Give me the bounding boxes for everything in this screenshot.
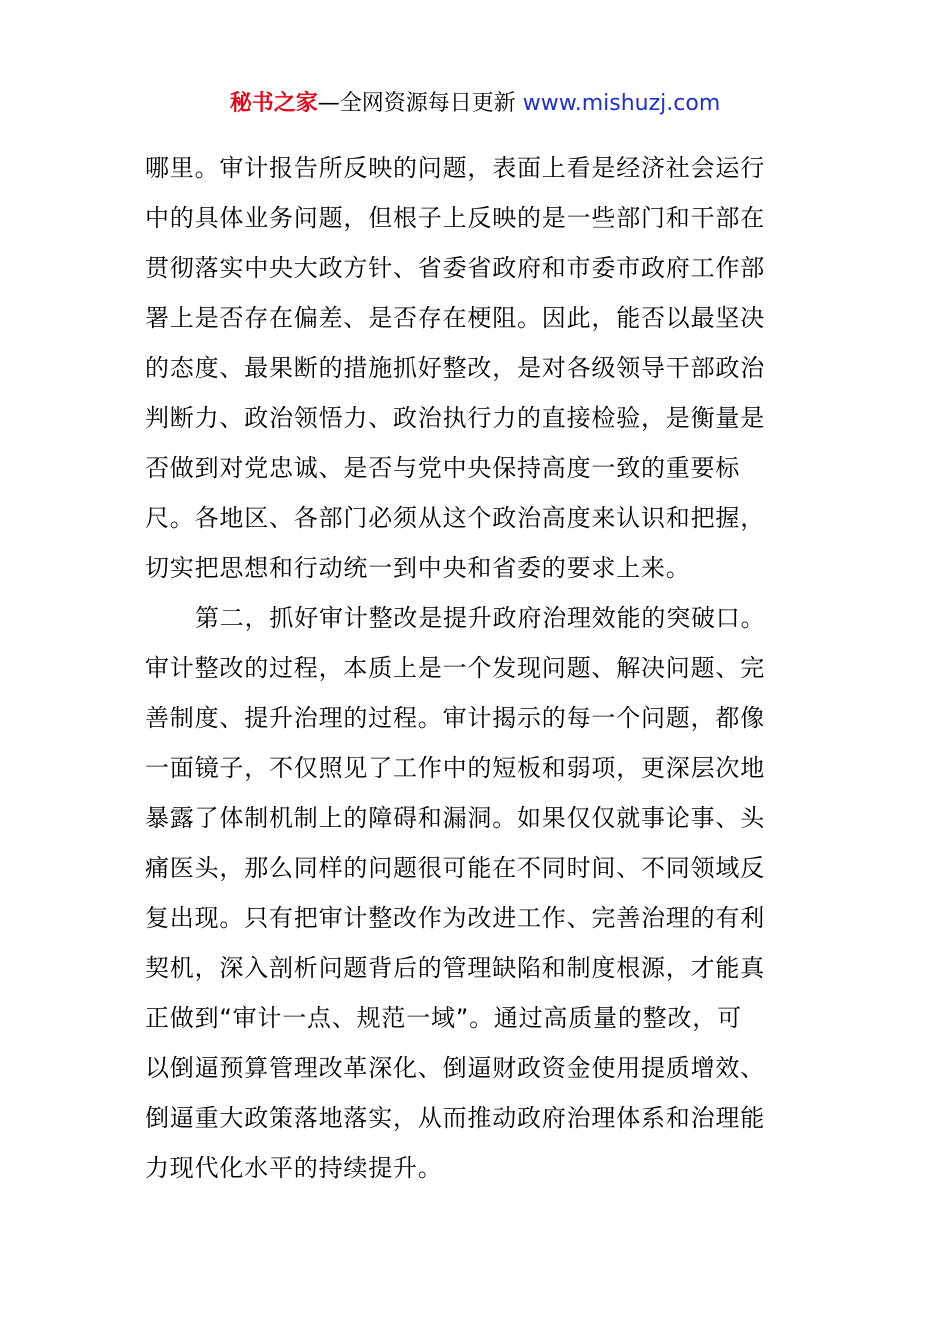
text-line: 哪里。审计报告所反映的问题，表面上看是经济社会运行 bbox=[145, 154, 765, 182]
text-line: 善制度、提升治理的过程。审计揭示的每一个问题，都像 bbox=[145, 704, 765, 732]
text-line: 否做到对党忠诚、是否与党中央保持高度一致的重要标 bbox=[145, 454, 741, 482]
text-line: 倒逼重大政策落地落实，从而推动政府治理体系和治理能 bbox=[145, 1104, 765, 1132]
site-url-link[interactable]: www.mishuzj.com bbox=[522, 91, 721, 116]
document-body bbox=[145, 143, 810, 1193]
text-line: 判断力、政治领悟力、政治执行力的直接检验，是衡量是 bbox=[145, 404, 765, 432]
text-line: 力现代化水平的持续提升。 bbox=[145, 1154, 443, 1182]
text-line: 以倒逼预算管理改革深化、倒逼财政资金使用提质增效、 bbox=[145, 1054, 765, 1082]
site-tagline: —全网资源每日更新 bbox=[317, 91, 523, 116]
text-line: 契机，深入剖析问题背后的管理缺陷和制度根源，才能真 bbox=[145, 954, 765, 982]
text-line: 痛医头，那么同样的问题很可能在不同时间、不同领域反 bbox=[145, 854, 765, 882]
text-line: 复出现。只有把审计整改作为改进工作、完善治理的有利 bbox=[145, 904, 765, 932]
paragraph-heading-line: 第二，抓好审计整改是提升政府治理效能的突破口。 bbox=[195, 604, 766, 632]
text-line: 一面镜子，不仅照见了工作中的短板和弱项，更深层次地 bbox=[145, 754, 765, 782]
text-line: 中的具体业务问题，但根子上反映的是一些部门和干部在 bbox=[145, 204, 765, 232]
text-line: 署上是否存在偏差、是否存在梗阻。因此，能否以最坚决 bbox=[145, 304, 765, 332]
text-line: 贯彻落实中央大政方针、省委省政府和市委市政府工作部 bbox=[145, 254, 765, 282]
text-line: 切实把思想和行动统一到中央和省委的要求上来。 bbox=[145, 554, 691, 582]
site-header bbox=[0, 88, 950, 120]
text-line: 审计整改的过程，本质上是一个发现问题、解决问题、完 bbox=[145, 654, 765, 682]
text-line: 正做到“审计一点、规范一域”。通过高质量的整改，可 bbox=[145, 1004, 742, 1032]
site-brand: 秘书之家 bbox=[229, 91, 318, 116]
text-line: 尺。各地区、各部门必须从这个政治高度来认识和把握， bbox=[145, 504, 765, 532]
text-line: 暴露了体制机制上的障碍和漏洞。如果仅仅就事论事、头 bbox=[145, 804, 765, 832]
text-line: 的态度、最果断的措施抓好整改，是对各级领导干部政治 bbox=[145, 354, 765, 382]
